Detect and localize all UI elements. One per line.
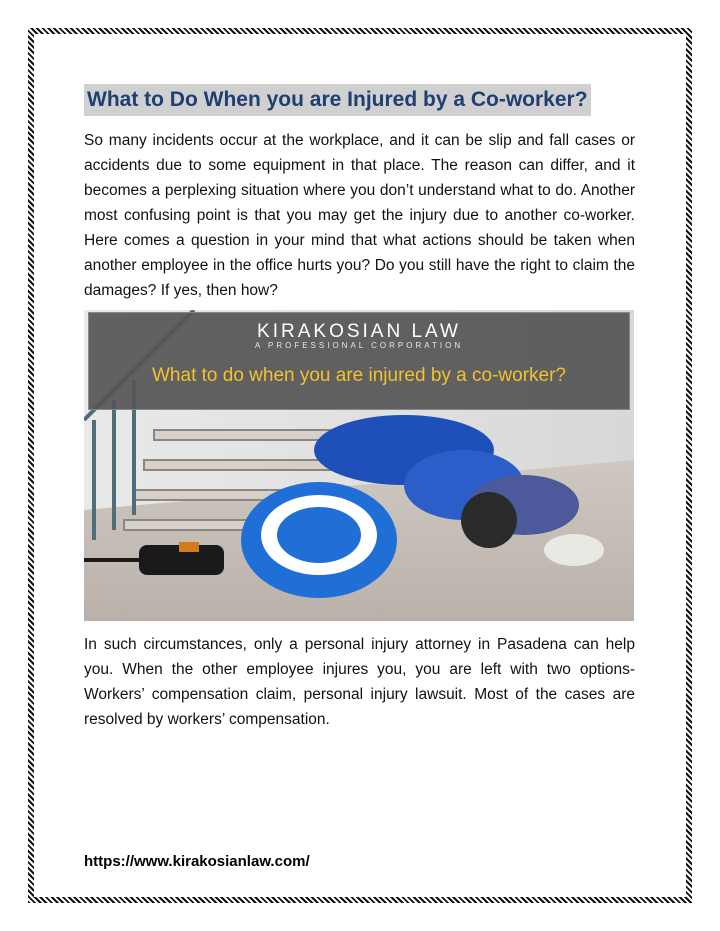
source-link[interactable]: https://www.kirakosianlaw.com/	[84, 853, 310, 870]
intro-paragraph: So many incidents occur at the workplace, and it can be slip and fall cases or accidents due to some equipment in that place. The reason can differ, and it becomes a perplexing situation where you don’t understand what to do. Another most confusing point is that you may get the injury due to another co-worker. Here comes a question in your mind that what actions should be taken when another employee in the office hurts you? Do you still have the right to claim the damages? If yes, then how?	[84, 132, 635, 299]
body-paragraph: In such circumstances, only a personal injury attorney in Pasadena can help you. When the other employee injures you, you are left with two options- Workers’ compensation claim, personal injury lawsuit. Most of the cases are resolved by workers’ compensation.	[84, 636, 635, 728]
article-image	[84, 310, 634, 621]
image-banner	[88, 312, 630, 410]
helmet	[241, 482, 397, 598]
brand-name: KIRAKOSIAN LAW	[257, 321, 461, 342]
brand-subtitle: A PROFESSIONAL CORPORATION	[254, 341, 464, 350]
title-container	[84, 84, 634, 118]
article-title: What to Do When you are Injured by a Co-worker?	[84, 84, 591, 116]
banner-headline: What to do when you are injured by a co-worker?	[152, 365, 566, 386]
